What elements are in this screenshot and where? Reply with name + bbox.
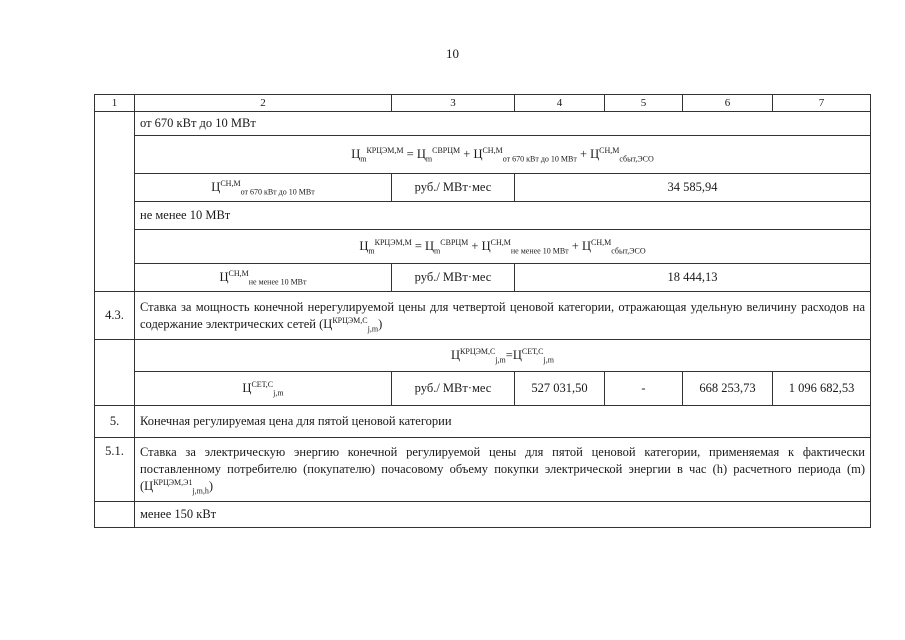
row-number-cell: 5.1. (95, 438, 135, 502)
page-number: 10 (446, 46, 459, 61)
unit-cell: руб./ МВт·мес (392, 264, 515, 292)
column-header: 2 (135, 95, 392, 112)
column-header: 1 (95, 95, 135, 112)
column-header: 6 (683, 95, 773, 112)
table-row (95, 112, 871, 136)
unit-cell: руб./ МВт·мес (392, 372, 515, 406)
range-label: менее 150 кВт (135, 502, 871, 528)
value-cell: 1 096 682,53 (773, 372, 871, 406)
value-cell: 34 585,94 (515, 174, 871, 202)
value-cell: 668 253,73 (683, 372, 773, 406)
formula-cell: $Ц_m^{КРЦЭМ,М} = Ц_m^{СВРЦМ} + Ц^{СН,М}_{не менее 10 МВт} + Ц^{СН,М}_{сбыт,ЭСО}$ (135, 230, 871, 264)
table-row (95, 264, 871, 292)
table-row (95, 292, 871, 340)
tariff-table (94, 94, 871, 528)
row-number-cell (95, 502, 135, 528)
column-header: 3 (392, 95, 515, 112)
column-header: 4 (515, 95, 605, 112)
parameter-cell: $Ц^{СН,М}_{не менее 10 МВт}$ (135, 264, 392, 292)
formula-cell: $Ц_m^{КРЦЭМ,М} = Ц_m^{СВРЦМ} + Ц^{СН,М}_{от 670 кВт до 10 МВт} + Ц^{СН,М}_{сбыт,ЭСО}$ (135, 136, 871, 174)
value-cell: - (605, 372, 683, 406)
unit-cell: руб./ МВт·мес (392, 174, 515, 202)
table-row (95, 340, 871, 372)
table-row (95, 202, 871, 230)
row-number-cell (95, 340, 135, 406)
description-cell: Ставка за мощность конечной нерегулируемой цены для четвертой ценовой категории, отражающая удельную величину расходов на содержание электрических сетей $(Ц^{КРЦЭМ,С}_{j,m})$ (135, 292, 871, 340)
table-row (95, 174, 871, 202)
value-cell: 527 031,50 (515, 372, 605, 406)
formula-cell: $Ц^{КРЦЭМ,С}_{j,m}=Ц^{СЕТ,С}_{j,m}$ (135, 340, 871, 372)
range-label: не менее 10 МВт (135, 202, 871, 230)
table-row (95, 406, 871, 438)
table-row (95, 230, 871, 264)
description-cell: Конечная регулируемая цена для пятой ценовой категории (135, 406, 871, 438)
row-number-cell (95, 112, 135, 292)
table-row (95, 502, 871, 528)
row-number-cell: 5. (95, 406, 135, 438)
column-header: 5 (605, 95, 683, 112)
table-row (95, 136, 871, 174)
range-label: от 670 кВт до 10 МВт (135, 112, 871, 136)
column-header: 7 (773, 95, 871, 112)
table-row (95, 438, 871, 502)
row-number-cell: 4.3. (95, 292, 135, 340)
table-row (95, 372, 871, 406)
column-header-row (95, 95, 871, 112)
parameter-cell: $Ц^{СЕТ,С}_{j,m}$ (135, 372, 392, 406)
description-cell: Ставка за электрическую энергию конечной регулируемой цены для пятой ценовой категории, применяемая к фактически поставленному потребителю (покупателю) почасовому объему покупки электрической энергии в час (h) расчетного периода (m) $(Ц^{КРЦЭМ,Э1}_{j,m,h})$ (135, 438, 871, 502)
parameter-cell: $Ц^{СН,М}_{от 670 кВт до 10 МВт}$ (135, 174, 392, 202)
value-cell: 18 444,13 (515, 264, 871, 292)
